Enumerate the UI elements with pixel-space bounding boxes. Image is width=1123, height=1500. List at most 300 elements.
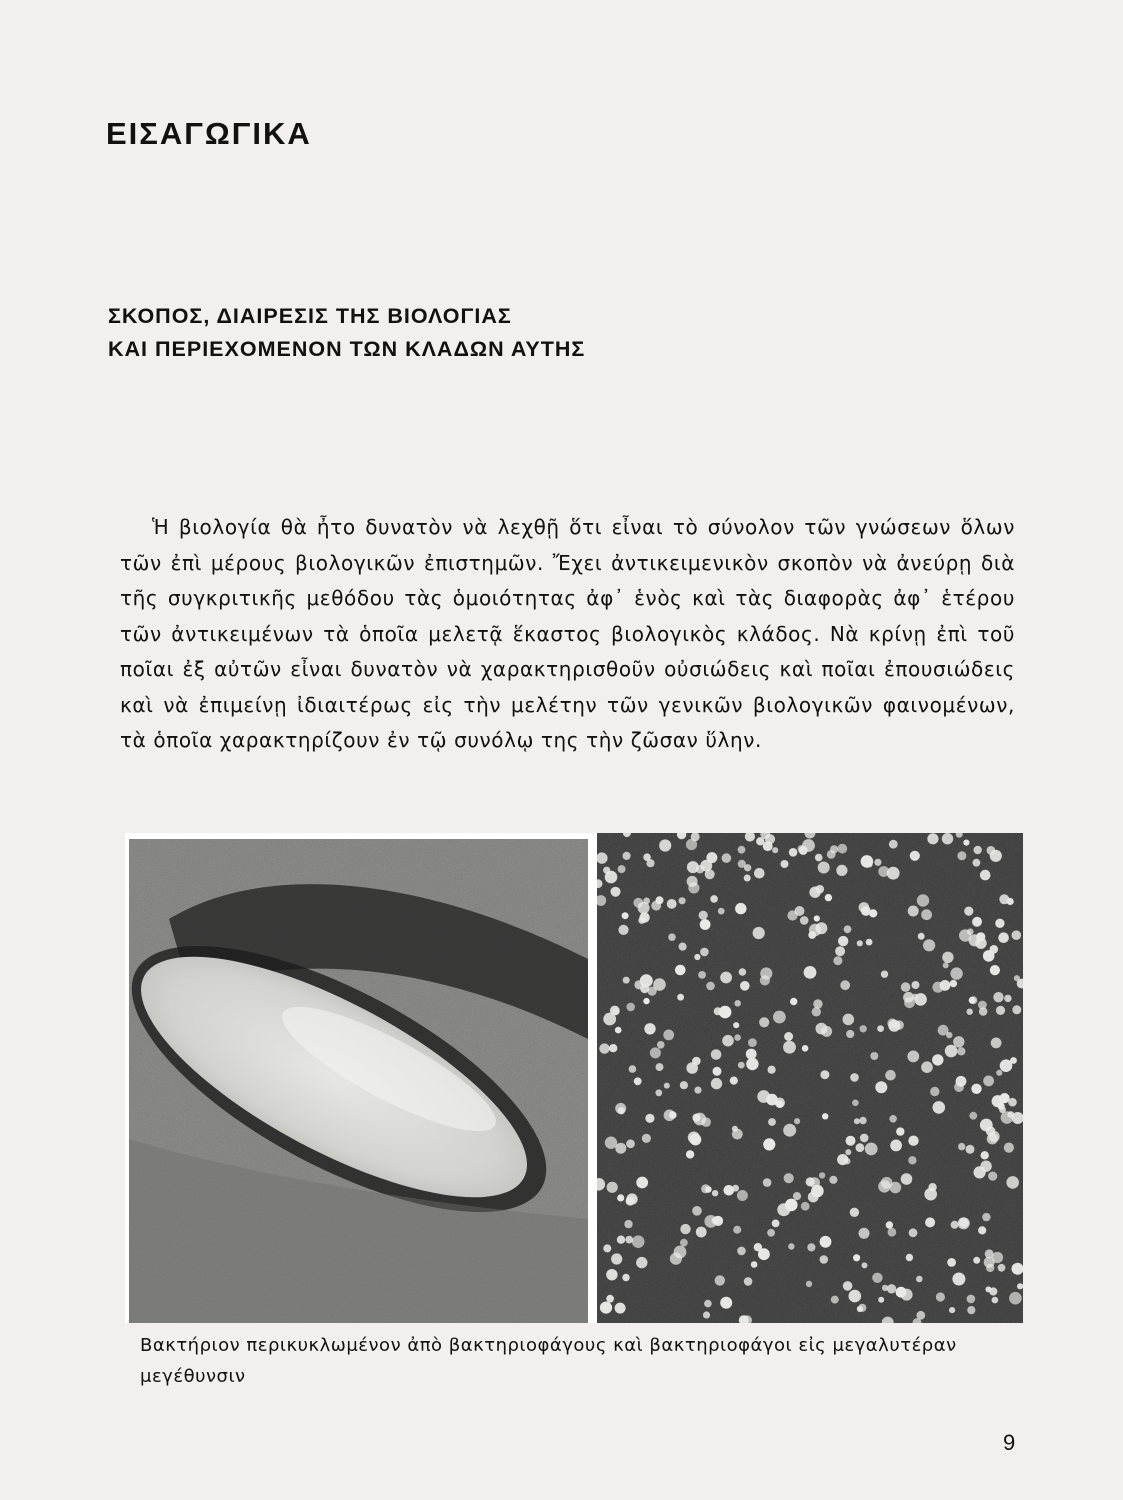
phage-particle [680, 1239, 688, 1247]
phage-particle [722, 853, 732, 863]
phage-particle [825, 894, 832, 901]
phage-particle [746, 1049, 757, 1060]
phage-particle [787, 910, 797, 920]
phage-particle [711, 1078, 722, 1089]
phage-particle [1017, 1283, 1023, 1289]
phage-particle [990, 945, 999, 954]
phage-particle [998, 1264, 1006, 1272]
phage-particle [763, 1138, 775, 1150]
phage-particle [1007, 1111, 1014, 1118]
phage-particle [973, 917, 982, 926]
phage-particle [865, 1143, 878, 1156]
phage-particle [940, 980, 951, 991]
phage-particle [804, 966, 817, 979]
phage-particle [763, 1178, 772, 1187]
phage-particle [711, 1049, 722, 1060]
phage-particle [772, 1220, 780, 1228]
phage-particle [605, 1137, 617, 1149]
phage-particle [801, 1202, 810, 1211]
phage-particle [812, 1007, 821, 1016]
phage-particle [846, 1030, 854, 1038]
phage-particle [861, 855, 874, 868]
phage-particle [686, 1150, 694, 1158]
phage-particle [706, 852, 717, 863]
phage-particle [969, 1112, 977, 1120]
section-title [108, 300, 585, 366]
phage-particle [858, 1304, 866, 1312]
phage-particle [636, 1257, 647, 1268]
phage-particle [936, 1292, 945, 1301]
phage-particle [738, 860, 746, 868]
phage-particle [978, 1226, 986, 1234]
phage-particle [606, 1269, 617, 1280]
phage-particle [763, 841, 773, 851]
phage-particle [788, 1243, 794, 1249]
phage-particle [732, 1129, 743, 1140]
phage-particle [754, 868, 765, 879]
phage-particle [869, 909, 877, 917]
phage-particle [768, 1118, 776, 1126]
phage-particle [901, 982, 911, 992]
phage-particle [737, 1190, 748, 1201]
phage-particle [829, 1176, 837, 1184]
phage-particle [921, 909, 932, 920]
phage-particle [712, 1190, 718, 1196]
phage-particle [781, 860, 789, 868]
phage-particle [971, 1084, 981, 1094]
phage-particle [1007, 898, 1014, 905]
phage-particle [996, 1070, 1002, 1076]
phage-particle [800, 916, 809, 925]
phage-particle [887, 867, 900, 880]
phage-particle [927, 833, 938, 844]
phage-particle [704, 1300, 712, 1308]
phage-particle [696, 1227, 707, 1238]
phage-particle [655, 1089, 662, 1096]
phage-particle [990, 850, 1002, 862]
phage-particle [808, 931, 816, 939]
phage-particle [942, 952, 953, 963]
phage-particle [989, 1131, 1000, 1142]
phage-particle [767, 1229, 775, 1237]
phage-particle [877, 1025, 884, 1032]
phage-particle [650, 1047, 661, 1058]
micrograph-bacteriophages [597, 833, 1023, 1323]
phage-particle [674, 1246, 687, 1259]
phage-particle [679, 943, 687, 951]
phage-particle [859, 1228, 870, 1239]
figure-micrographs [125, 833, 1023, 1323]
phage-particle [909, 1228, 918, 1237]
phage-particle [746, 1058, 758, 1070]
phage-particle [957, 1047, 965, 1055]
phage-particle [622, 912, 629, 919]
phage-particle [901, 1289, 913, 1301]
phage-particle [646, 859, 654, 867]
phage-particle [777, 1203, 790, 1216]
phage-particle [866, 939, 873, 946]
phage-particle [722, 1035, 734, 1047]
phage-particle [938, 1025, 949, 1036]
phage-particle [973, 1257, 980, 1264]
phage-particle [853, 1254, 860, 1261]
phage-particle [790, 998, 797, 1005]
phage-particle [967, 928, 974, 935]
phage-particle [692, 1206, 702, 1216]
phage-particle [626, 1003, 635, 1012]
phage-particle [912, 981, 920, 989]
phage-particle [844, 925, 852, 933]
phage-particle [783, 1124, 796, 1137]
phage-particle [969, 997, 976, 1004]
phage-particle [983, 1076, 994, 1087]
phage-particle [680, 1224, 690, 1234]
phage-particle [862, 1262, 868, 1268]
phage-particle [925, 1217, 935, 1227]
phage-particle [760, 975, 770, 985]
phage-particle [967, 1306, 975, 1314]
phage-particle [664, 1110, 676, 1122]
phage-particle [917, 894, 929, 906]
phage-particle [833, 956, 842, 965]
phage-particle [623, 852, 631, 860]
phage-particle [733, 1022, 739, 1028]
phage-particle [956, 1076, 967, 1087]
phage-particle [916, 1276, 923, 1283]
phage-particle [885, 1070, 896, 1081]
phage-particle [990, 965, 1000, 975]
phage-particle [607, 1182, 618, 1193]
phage-particle [910, 851, 920, 861]
phage-particle [928, 1183, 936, 1191]
phage-particle [751, 1261, 758, 1268]
phage-particle [737, 1247, 746, 1256]
phage-particle [890, 1140, 902, 1152]
phage-particle [850, 1208, 859, 1217]
phage-particle [820, 1255, 829, 1264]
phage-particle [874, 859, 881, 866]
phage-particle [759, 1017, 769, 1027]
phage-particle [918, 933, 925, 940]
phage-particle [638, 917, 645, 924]
phage-particle [783, 1041, 796, 1054]
phage-particle [870, 1052, 878, 1060]
phage-particle [908, 906, 919, 917]
phage-particle [794, 1118, 800, 1124]
phage-particle [667, 899, 677, 909]
phage-particle [694, 1087, 701, 1094]
phage-particle [859, 902, 870, 913]
phage-particle [809, 887, 820, 898]
phage-particle [930, 1087, 939, 1096]
phage-particle [617, 1194, 624, 1201]
micrograph-bacterium [129, 839, 588, 1323]
phage-particle [996, 1006, 1005, 1015]
phage-particle [1008, 1098, 1017, 1107]
phage-particle [806, 1177, 815, 1186]
phage-particle [963, 840, 969, 846]
phage-particle [979, 1007, 988, 1016]
phage-particle [967, 1295, 976, 1304]
phage-particle [713, 1216, 723, 1226]
phage-particle [675, 965, 686, 976]
phage-particle [815, 854, 823, 862]
phage-particle [701, 1184, 710, 1193]
phage-particle [888, 1228, 897, 1237]
phage-particle [719, 1006, 732, 1019]
phage-particle [843, 1014, 855, 1026]
phage-particle [845, 1149, 851, 1155]
phage-particle [988, 1172, 997, 1181]
phage-particle [808, 1192, 819, 1203]
phage-particle [645, 1114, 654, 1123]
phage-particle [878, 1297, 884, 1303]
phage-particle [744, 1277, 753, 1286]
phage-particle [993, 992, 1003, 1002]
phage-particle [603, 1244, 611, 1252]
phage-particle [720, 972, 732, 984]
phage-particle [950, 967, 962, 979]
phage-particle [980, 870, 991, 881]
phage-particle [895, 1020, 904, 1029]
phage-particle [802, 839, 815, 852]
phage-particle [974, 846, 982, 854]
phage-particle [618, 865, 626, 873]
phage-particle [998, 932, 1009, 943]
phage-particle [611, 1253, 622, 1264]
phage-particle [980, 1119, 993, 1132]
phage-particle [991, 1038, 1002, 1049]
phage-particle [974, 1166, 986, 1178]
phage-particle [843, 1281, 853, 1291]
phage-particle [632, 1235, 645, 1248]
phage-particle [1006, 1176, 1019, 1189]
phage-particle [976, 932, 985, 941]
phage-particle [820, 1070, 829, 1079]
phage-particle [656, 1063, 664, 1071]
phage-particle [710, 895, 718, 903]
bacteriophages-image [597, 833, 1023, 1323]
phage-particle [957, 851, 966, 860]
phage-particle [744, 875, 751, 882]
phage-particle [854, 1118, 860, 1124]
phage-particle [700, 948, 709, 957]
phage-particle [942, 833, 953, 844]
phage-particle [1014, 975, 1020, 981]
phage-particle [768, 1066, 776, 1074]
phage-particle [896, 1127, 904, 1135]
phage-particle [680, 1081, 688, 1089]
phage-particle [699, 911, 708, 920]
phage-particle [735, 903, 746, 914]
phage-particle [840, 980, 850, 990]
phage-particle [982, 1213, 990, 1221]
phage-particle [923, 939, 935, 951]
phage-particle [663, 1030, 674, 1041]
phage-particle [827, 850, 836, 859]
phage-particle [776, 1101, 783, 1108]
phage-particle [1012, 930, 1022, 940]
phage-particle [878, 1180, 890, 1192]
phage-particle [748, 1038, 757, 1047]
phage-particle [953, 1036, 964, 1047]
phage-particle [773, 1011, 786, 1024]
phage-particle [789, 848, 798, 857]
phage-particle [793, 1192, 801, 1200]
chapter-title: ΕΙΣΑΓΩΓΙΚΑ [106, 116, 312, 151]
phage-particle [772, 847, 778, 853]
phage-particle [837, 844, 847, 854]
phage-particle [625, 1236, 633, 1244]
phage-particle [617, 1236, 625, 1244]
phage-particle [615, 1303, 626, 1314]
phage-particle [698, 971, 706, 979]
phage-particle [648, 987, 657, 996]
phage-particle [618, 925, 628, 935]
phage-particle [694, 954, 700, 960]
phage-particle [837, 1154, 848, 1165]
phage-particle [859, 1117, 866, 1124]
phage-particle [985, 1249, 994, 1258]
phage-particle [889, 840, 898, 849]
phage-particle [753, 927, 765, 939]
phage-particle [615, 1103, 626, 1114]
body-paragraph: Ἡ βιολογία θὰ ἦτο δυνατὸν νὰ λεχθῇ ὅτι εἶναι τὸ σύνολον τῶν γνώσεων ὅλων τῶν ἐπὶ μέρους βιολογικῶν ἐπιστημῶν. Ἔχει ἀντικειμενικὸν σκοπὸν νὰ ἀνεύρῃ διὰ τῆς συγκριτικῆς μεθόδου τὰς ὁμοιότητας ἀφ᾽ ἑνὸς καὶ τὰς διαφορὰς ἀφ᾽ ἑτέρου τῶν ἀντικειμένων τὰ ὁποῖα μελετᾷ ἕκαστος βιολογικὸς κλάδος. Νὰ κρίνῃ ἐπὶ τοῦ ποῖαι ἐξ αὐτῶν εἶναι δυνατὸν νὰ χαρακτηρισθοῦν οὐσιώδεις καὶ ποῖαι ἐπουσιώδεις καὶ νὰ ἐπιμείνῃ ἰδιαιτέρως εἰς τὴν μελέτην τῶν γενικῶν βιολογικῶν φαινομένων, τὰ ὁποῖα χαρακτηρίζουν ἐν τῷ συνόλῳ της τὴν ζῶσαν ὕλην. [120, 515, 1015, 752]
phage-particle [758, 1248, 770, 1260]
phage-particle [643, 898, 650, 905]
phage-particle [901, 1173, 913, 1185]
phage-particle [629, 1065, 637, 1073]
phage-particle [730, 1077, 738, 1085]
phage-particle [1012, 1263, 1024, 1275]
phage-particle [609, 1044, 617, 1052]
phage-particle [686, 839, 697, 850]
section-title-line-2: ΚΑΙ ΠΕΡΙΕΧΟΜΕΝΟΝ ΤΩΝ ΚΛΑΔΩΝ ΑΥΤΗΣ [108, 337, 586, 361]
phage-particle [600, 1302, 612, 1314]
phage-particle [802, 1045, 809, 1052]
phage-particle [973, 859, 981, 867]
phage-particle [906, 1254, 913, 1261]
phage-particle [889, 1115, 897, 1123]
phage-particle [908, 1136, 918, 1146]
figure-caption: Βακτήριον περικυκλωμένον ἀπὸ βακτηριοφάγους καὶ βακτηριοφάγοι εἰς μεγαλυτέραν μεγέθυνσιν [140, 1335, 957, 1387]
phage-particle [687, 876, 698, 887]
phage-particle [835, 946, 845, 956]
phage-particle [626, 1139, 635, 1148]
phage-particle [860, 1025, 867, 1032]
phage-particle [611, 887, 621, 897]
phage-particle [921, 1061, 933, 1073]
phage-particle [852, 1100, 859, 1107]
phage-particle [738, 1062, 745, 1069]
phage-particle [807, 1243, 815, 1251]
phage-particle [659, 839, 671, 851]
phage-particle [881, 971, 888, 978]
phage-particle [605, 871, 618, 884]
phage-particle [914, 993, 927, 1006]
phage-particle [967, 1009, 973, 1015]
phage-particle [857, 940, 863, 946]
phage-particle [664, 1083, 670, 1089]
phage-particle [613, 1008, 620, 1015]
phage-particle [950, 980, 957, 987]
phage-particle [784, 1173, 794, 1183]
phage-particle [992, 1297, 999, 1304]
page-number: 9 [1003, 1430, 1016, 1455]
phage-particle [1012, 1005, 1021, 1014]
phage-particle [932, 1054, 943, 1065]
phage-particle [701, 1117, 711, 1127]
phage-particle [850, 1073, 859, 1082]
phage-particle [599, 1043, 609, 1053]
phage-particle [677, 994, 684, 1001]
section-title-line-1: ΣΚΟΠΟΣ, ΔΙΑΙΡΕΣΙΣ ΤΗΣ ΒΙΟΛΟΓΙΑΣ [108, 304, 512, 328]
phage-particle [715, 1275, 725, 1285]
phage-particle [872, 1273, 882, 1283]
phage-particle [815, 922, 827, 934]
phage-particle [634, 1077, 642, 1085]
phage-particle [679, 897, 686, 904]
phage-particle [1009, 1292, 1022, 1305]
phage-particle [706, 982, 715, 991]
phage-particle [846, 1136, 856, 1146]
phage-particle [622, 1274, 629, 1281]
phage-particle [945, 1045, 958, 1058]
phage-particle [966, 1145, 975, 1154]
phage-particle [813, 999, 822, 1008]
phage-particle [806, 1281, 812, 1287]
phage-particle [838, 936, 848, 946]
phage-particle [995, 919, 1004, 928]
phage-particle [624, 1220, 632, 1228]
phage-particle [981, 1151, 989, 1159]
phage-particle [686, 1062, 698, 1074]
phage-particle [720, 1297, 732, 1309]
phage-particle [713, 1067, 722, 1076]
phage-particle [738, 846, 746, 854]
phage-particle [733, 1226, 741, 1234]
phage-particle [700, 919, 711, 930]
phage-particle [964, 907, 973, 916]
phage-particle [831, 1296, 839, 1304]
phage-particle [933, 1101, 946, 1114]
phage-particle [643, 998, 649, 1004]
phage-particle [1000, 1059, 1013, 1072]
phage-particle [740, 981, 750, 991]
phage-particle [623, 977, 630, 984]
phage-particle [849, 1290, 862, 1303]
phage-particle [692, 1114, 700, 1122]
phage-particle [822, 1113, 828, 1119]
phage-particle [886, 1221, 893, 1228]
phage-particle [703, 1311, 710, 1318]
phage-particle [615, 1027, 622, 1034]
phage-particle [739, 968, 747, 976]
phage-particle [820, 1236, 832, 1248]
phage-particle [943, 962, 949, 968]
phage-particle [875, 1081, 887, 1093]
phage-particle [992, 1095, 1004, 1107]
phage-particle [814, 915, 820, 921]
phage-particle [718, 908, 725, 915]
phage-particle [836, 865, 847, 876]
phage-particle [1004, 995, 1011, 1002]
phage-particle [908, 1156, 916, 1164]
phage-particle [734, 1000, 741, 1007]
phage-particle [952, 1273, 965, 1286]
phage-particle [819, 1172, 825, 1178]
phage-particle [856, 1143, 865, 1152]
